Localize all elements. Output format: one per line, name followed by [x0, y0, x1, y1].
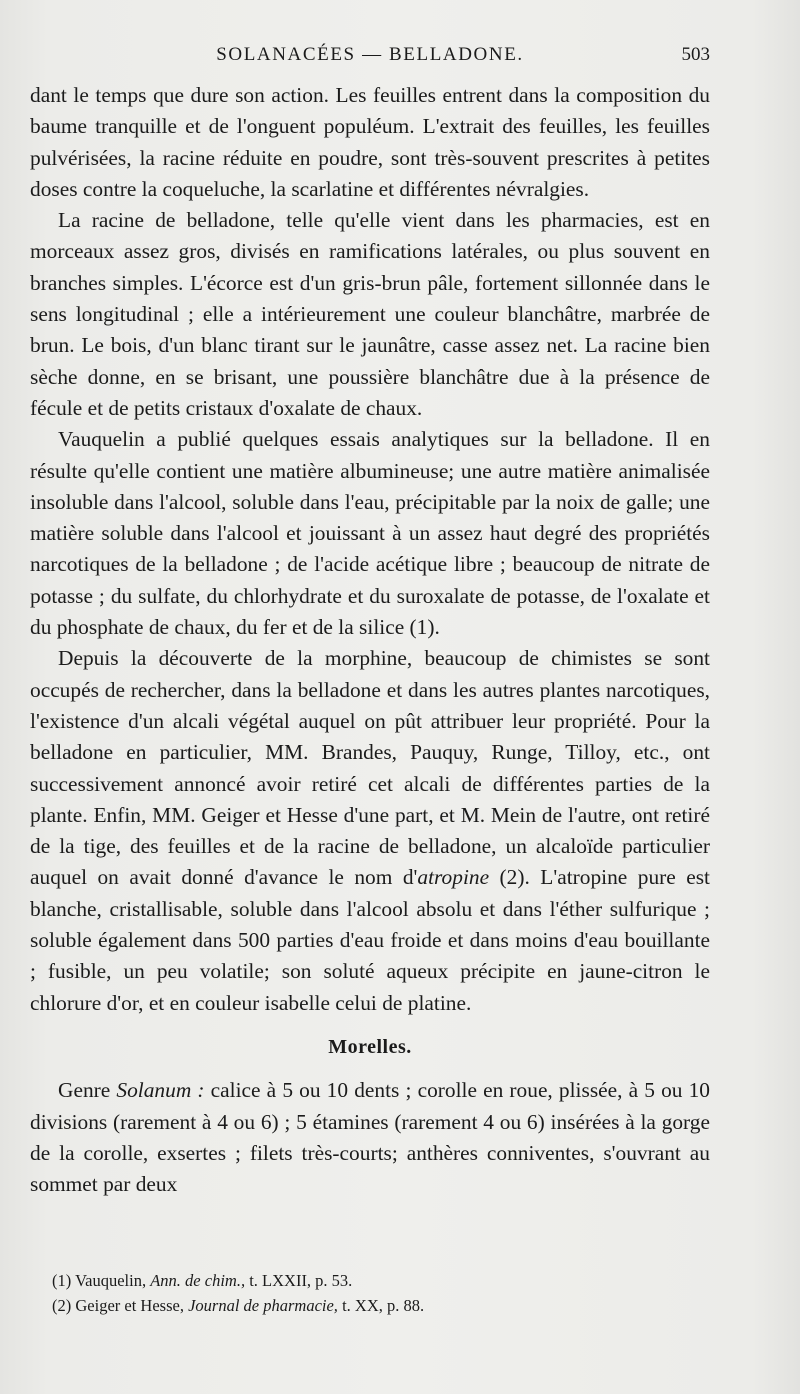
footnote-1-text-b: t. LXXII, p. 53. [245, 1271, 353, 1290]
footnote-1-journal: Ann. de chim., [150, 1271, 246, 1290]
running-title: SOLANACÉES — BELLADONE. [216, 44, 524, 65]
paragraph-continued: dant le temps que dure son action. Les feuilles entrent dans la composition du baume tranquille et de l'onguent populéum. L'extrait des feuilles, les feuilles pulvérisées, la racine réduite en poudre, sont très-souvent prescrites à petites doses contre la coqueluche, la scarlatine et différentes névralgies. [30, 83, 710, 201]
paragraph-solanum-text-a: Genre [58, 1078, 117, 1103]
atropine-term: atropine [417, 865, 490, 890]
footnote-1-text-a: (1) Vauquelin, [52, 1271, 151, 1290]
footnotes [52, 1268, 712, 1318]
paragraph-atropine-text-b: (2). L'atropine pure est blanche, cristallisable, soluble dans l'alcool absolu et dans l'éther sulfurique ; soluble également dans 500 parties d'eau froide et dans moins d'eau bouillante ; fusible, un peu volatile; son soluté aqueux précipite en jaune-citron le chlorure d'or, et en couleur isabelle celui de platine. [30, 865, 710, 1015]
paragraph-solanum [30, 1075, 710, 1200]
paragraph-solanum-text-b: calice à 5 ou 10 dents ; corolle en roue, plissée, à 5 ou 10 divisions (rarement à 4 ou 6) ; 5 étamines (rarement 4 ou 6) insérées à la gorge de la corolle, exsertes ; filets très-courts; anthères conniventes, s'ouvrant au sommet par deux [30, 1078, 711, 1197]
solanum-term: Solanum : [116, 1078, 205, 1103]
footnote-2 [52, 1293, 712, 1318]
paragraph-vauquelin-analysis: Vauquelin a publié quelques essais analytiques sur la belladone. Il en résulte qu'elle contient une matière albumineuse; une autre matière animalisée insoluble dans l'alcool, soluble dans l'eau, précipitable par la noix de galle; une matière soluble dans l'alcool et jouissant à un assez haut degré des propriétés narcotiques de la belladone ; de l'acide acétique libre ; beaucoup de nitrate de potasse ; du sulfate, du chlorhydrate et du suroxalate de potasse, de l'oxalate et du phosphate de chaux, du fer et de la silice (1). [30, 427, 710, 640]
footnote-1 [52, 1268, 712, 1293]
footnote-2-text-a: (2) Geiger et Hesse, [52, 1296, 189, 1315]
footnote-2-text-b: t. XX, p. 88. [337, 1296, 425, 1315]
page-header [30, 44, 710, 70]
page-number: 503 [681, 44, 710, 65]
paragraph-atropine-text-a: Depuis la découverte de la morphine, beaucoup de chimistes se sont occupés de rechercher, dans la belladone et dans les autres plantes narcotiques, l'existence d'un alcali végétal auquel on pût attribuer leur propriété. Pour la belladone en particulier, MM. Brandes, Pauquy, Runge, Tilloy, etc., ont successivement annoncé avoir retiré cet alcali de différentes parties de la plante. Enfin, MM. Geiger et Hesse d'une part, et M. Mein de l'autre, ont retiré de la tige, des feuilles et de la racine de belladone, un alcaloïde particulier auquel on avait donné d'avance le nom d' [30, 646, 710, 890]
footnote-2-journal: Journal de pharmacie, [188, 1296, 338, 1315]
paragraph-root-description: La racine de belladone, telle qu'elle vient dans les pharmacies, est en morceaux assez gros, divisés en ramifications latérales, ou plus souvent en branches simples. L'écorce est d'un gris-brun pâle, fortement sillonnée dans le sens longitudinal ; elle a intérieurement une couleur blanchâtre, marbrée de brun. Le bois, d'un blanc tirant sur le jaunâtre, casse assez net. La racine bien sèche donne, en se brisant, une poussière blanchâtre due à la présence de fécule et de petits cristaux d'oxalate de chaux. [30, 208, 710, 420]
body-text [30, 80, 710, 1200]
section-heading: Morelles. [328, 1035, 412, 1058]
paragraph-atropine [30, 643, 710, 1019]
